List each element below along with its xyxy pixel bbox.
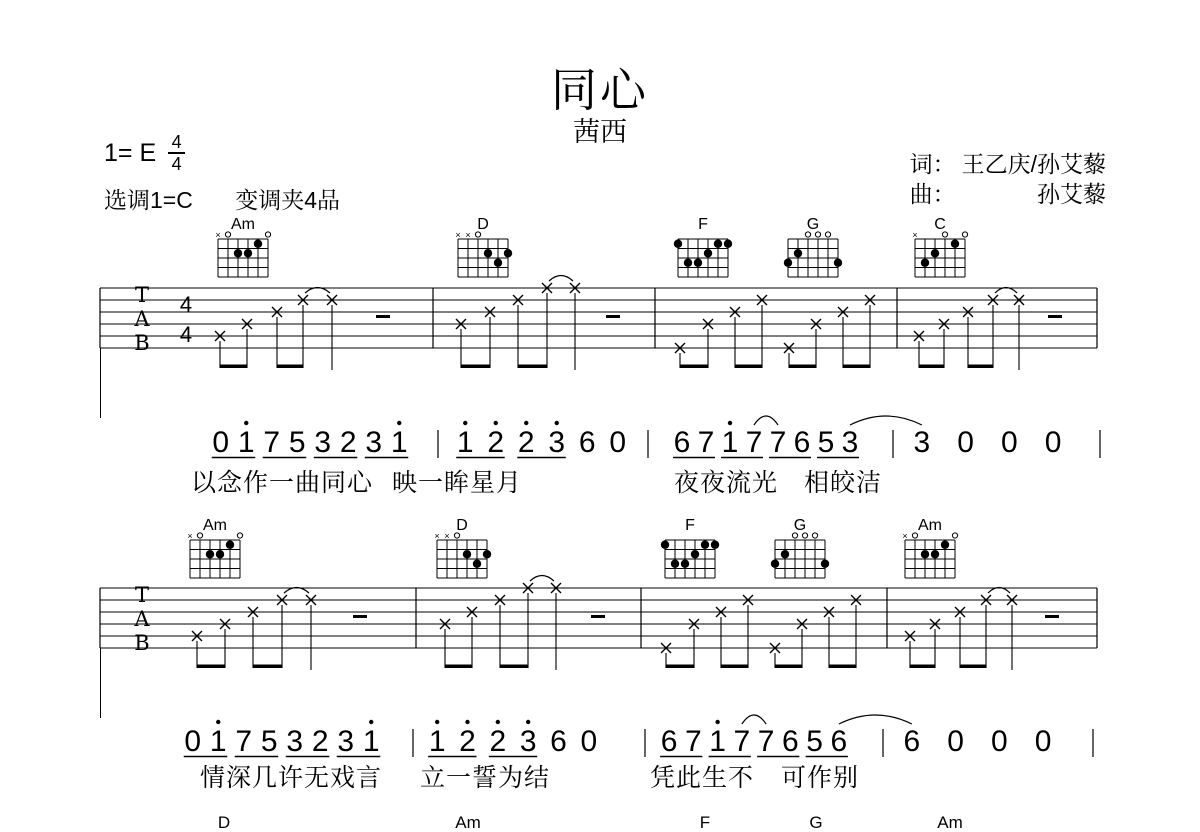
finger-dot bbox=[254, 240, 262, 248]
jianpu-note: 1 bbox=[428, 725, 446, 758]
jianpu-note: 1 bbox=[237, 426, 255, 459]
mute-marker-icon: × bbox=[215, 230, 221, 240]
octave-dot bbox=[465, 720, 469, 724]
jianpu-note: 0 bbox=[212, 426, 230, 459]
finger-dot bbox=[951, 240, 959, 248]
octave-dot bbox=[555, 421, 559, 425]
tie-arc bbox=[742, 715, 766, 724]
eighth-beam bbox=[960, 665, 987, 669]
tab-clef-letter: T bbox=[134, 283, 150, 307]
tuning-info: 选调1=C bbox=[104, 187, 193, 213]
octave-dot bbox=[397, 421, 401, 425]
finger-dot bbox=[921, 259, 929, 267]
open-marker-icon bbox=[912, 533, 917, 538]
finger-dot bbox=[244, 249, 252, 257]
finger-dot bbox=[504, 249, 512, 257]
lyricist-value: 王乙庆/孙艾藜 bbox=[961, 151, 1106, 177]
half-rest bbox=[1048, 315, 1062, 318]
half-rest bbox=[376, 315, 390, 318]
eighth-beam bbox=[253, 665, 283, 669]
eighth-beam bbox=[789, 365, 817, 369]
finger-dot bbox=[216, 550, 224, 558]
finger-dot bbox=[704, 249, 712, 257]
tab-staff bbox=[100, 276, 1097, 419]
staff-time-denominator: 4 bbox=[179, 322, 193, 347]
tab-measure bbox=[675, 295, 875, 368]
chord-name: G bbox=[793, 517, 807, 534]
staff-time-numerator: 4 bbox=[179, 292, 193, 317]
jianpu-note: 7 bbox=[733, 725, 751, 758]
finger-dot bbox=[781, 550, 789, 558]
jianpu-note: 0 bbox=[580, 725, 598, 758]
tab-clef-letter: A bbox=[134, 307, 150, 331]
tab-measure bbox=[440, 576, 605, 671]
tie-arc bbox=[850, 416, 922, 425]
time-numerator: 4 bbox=[171, 132, 182, 152]
lyrics-line bbox=[200, 764, 859, 792]
octave-dot bbox=[463, 421, 467, 425]
jianpu-note: 1 bbox=[390, 426, 408, 459]
finger-dot bbox=[684, 259, 692, 267]
finger-dot bbox=[226, 541, 234, 549]
open-marker-icon bbox=[237, 533, 242, 538]
octave-dot bbox=[369, 720, 373, 724]
jianpu-line bbox=[184, 715, 1093, 758]
tie-arc bbox=[530, 576, 554, 582]
octave-dot bbox=[728, 421, 732, 425]
jianpu-note: 3 bbox=[519, 725, 537, 758]
octave-dot bbox=[496, 720, 500, 724]
jianpu-note: 0 bbox=[1001, 426, 1018, 459]
eighth-beam bbox=[775, 665, 803, 669]
system-2 bbox=[100, 517, 1097, 792]
eighth-beam bbox=[680, 365, 709, 369]
octave-dot bbox=[244, 421, 248, 425]
open-marker-icon bbox=[962, 232, 967, 237]
jianpu-note: 0 bbox=[947, 725, 964, 758]
chord-label: Am bbox=[937, 813, 963, 832]
finger-dot bbox=[701, 541, 709, 549]
finger-dot bbox=[463, 550, 471, 558]
mute-marker-icon: × bbox=[902, 531, 908, 541]
tie-arc bbox=[839, 715, 912, 724]
jianpu-note: 3 bbox=[548, 426, 566, 459]
chord-label: F bbox=[699, 813, 711, 832]
song-title: 同心 bbox=[551, 64, 649, 116]
chord-name: D bbox=[456, 517, 468, 534]
chord-name: D bbox=[477, 216, 489, 233]
jianpu-note: 5 bbox=[260, 725, 278, 758]
jianpu-note: 6 bbox=[673, 426, 691, 459]
next-system-chord-labels bbox=[218, 813, 963, 832]
chord-name: F bbox=[698, 216, 708, 233]
lyrics-segment: 夜夜流光 bbox=[674, 469, 779, 497]
finger-dot bbox=[931, 249, 939, 257]
half-rest bbox=[1045, 615, 1059, 618]
open-marker-icon bbox=[825, 232, 830, 237]
jianpu-note: 3 bbox=[286, 725, 304, 758]
finger-dot bbox=[484, 249, 492, 257]
eighth-beam bbox=[666, 665, 695, 669]
tab-measure bbox=[456, 276, 620, 371]
open-marker-icon bbox=[225, 232, 230, 237]
tab-clef-letter: T bbox=[134, 583, 150, 607]
jianpu-note: 5 bbox=[817, 426, 835, 459]
lyrics-segment: 凭此生不 bbox=[650, 764, 755, 792]
jianpu-note: 7 bbox=[263, 426, 281, 459]
jianpu-note: 0 bbox=[609, 426, 627, 459]
eighth-beam bbox=[461, 365, 491, 369]
eighth-beam bbox=[500, 665, 529, 669]
jianpu-note: 6 bbox=[830, 725, 848, 758]
half-rest bbox=[353, 615, 367, 618]
eighth-beam bbox=[843, 365, 871, 369]
eighth-beam bbox=[518, 365, 548, 369]
finger-dot bbox=[921, 550, 929, 558]
system-1 bbox=[100, 216, 1100, 497]
finger-dot bbox=[784, 259, 792, 267]
mute-marker-icon: × bbox=[434, 531, 440, 541]
jianpu-note: 0 bbox=[991, 725, 1008, 758]
chord-diagram-F bbox=[661, 517, 719, 578]
finger-dot bbox=[483, 550, 491, 558]
chord-name: Am bbox=[918, 517, 942, 534]
tie-arc bbox=[754, 416, 778, 425]
jianpu-note: 0 bbox=[957, 426, 974, 459]
octave-dot bbox=[524, 421, 528, 425]
mute-marker-icon: × bbox=[455, 230, 461, 240]
lyrics-segment: 可作别 bbox=[781, 764, 860, 792]
jianpu-note: 2 bbox=[487, 426, 505, 459]
lyrics-segment: 情深几许无戏言 bbox=[200, 764, 383, 792]
jianpu-note: 2 bbox=[339, 426, 357, 459]
finger-dot bbox=[714, 240, 722, 248]
finger-dot bbox=[931, 550, 939, 558]
finger-dot bbox=[941, 541, 949, 549]
jianpu-note: 0 bbox=[184, 725, 202, 758]
jianpu-note: 6 bbox=[550, 725, 567, 758]
eighth-beam bbox=[910, 665, 936, 669]
jianpu-note: 7 bbox=[235, 725, 253, 758]
finger-dot bbox=[834, 259, 842, 267]
chord-label: G bbox=[809, 813, 823, 832]
chord-name: Am bbox=[231, 216, 255, 233]
mute-marker-icon: × bbox=[187, 531, 193, 541]
artist-name: 茜西 bbox=[573, 117, 627, 147]
jianpu-note: 2 bbox=[459, 725, 476, 758]
open-marker-icon bbox=[952, 533, 957, 538]
jianpu-note: 3 bbox=[913, 426, 931, 459]
jianpu-note: 6 bbox=[782, 725, 799, 758]
eighth-beam bbox=[197, 665, 226, 669]
tab-staff bbox=[100, 576, 1097, 719]
finger-dot bbox=[661, 541, 669, 549]
chord-name: F bbox=[685, 517, 695, 534]
capo-info: 变调夹4品 bbox=[235, 187, 341, 213]
jianpu-note: 3 bbox=[337, 725, 355, 758]
eighth-beam bbox=[721, 665, 749, 669]
jianpu-note: 0 bbox=[1044, 426, 1062, 459]
jianpu-note: 3 bbox=[841, 426, 859, 459]
jianpu-note: 1 bbox=[456, 426, 474, 459]
octave-dot bbox=[216, 720, 220, 724]
jianpu-note: 0 bbox=[1034, 725, 1052, 758]
open-marker-icon bbox=[812, 533, 817, 538]
lyrics-segment: 立一誓为结 bbox=[420, 764, 551, 792]
eighth-beam bbox=[220, 365, 248, 369]
open-marker-icon bbox=[265, 232, 270, 237]
finger-dot bbox=[681, 560, 689, 568]
octave-dot bbox=[435, 720, 439, 724]
octave-dot bbox=[494, 421, 498, 425]
finger-dot bbox=[234, 249, 242, 257]
finger-dot bbox=[724, 240, 732, 248]
chord-diagram-Am bbox=[187, 517, 242, 578]
eighth-beam bbox=[829, 665, 857, 669]
jianpu-note: 6 bbox=[660, 725, 678, 758]
finger-dot bbox=[473, 560, 481, 568]
chord-diagram-C bbox=[912, 216, 967, 277]
finger-dot bbox=[821, 560, 829, 568]
finger-dot bbox=[691, 550, 699, 558]
chord-name: Am bbox=[203, 517, 227, 534]
finger-dot bbox=[671, 560, 679, 568]
octave-dot bbox=[715, 720, 719, 724]
jianpu-note: 6 bbox=[793, 426, 811, 459]
tab-clef-letter: B bbox=[134, 631, 150, 655]
jianpu-note: 5 bbox=[806, 725, 823, 758]
tab-measure bbox=[661, 595, 861, 668]
chord-label: D bbox=[217, 813, 231, 832]
lyrics-line bbox=[191, 469, 882, 497]
tab-clef-letter: B bbox=[134, 331, 150, 355]
tab-clef-letter: A bbox=[134, 607, 150, 631]
half-rest bbox=[591, 615, 605, 618]
jianpu-note: 6 bbox=[903, 725, 921, 758]
jianpu-note: 3 bbox=[365, 426, 383, 459]
eighth-beam bbox=[445, 665, 473, 669]
tie-arc bbox=[549, 276, 573, 282]
open-marker-icon bbox=[197, 533, 202, 538]
jianpu-note: 2 bbox=[517, 426, 535, 459]
jianpu-note: 6 bbox=[578, 426, 596, 459]
chord-name: G bbox=[806, 216, 820, 233]
lyrics-segment: 以念作一曲同心 bbox=[191, 469, 374, 497]
chord-label: Am bbox=[455, 813, 481, 832]
octave-dot bbox=[526, 720, 530, 724]
mute-marker-icon: × bbox=[912, 230, 918, 240]
jianpu-note: 2 bbox=[311, 725, 329, 758]
finger-dot bbox=[206, 550, 214, 558]
mute-marker-icon: × bbox=[444, 531, 450, 541]
composer-label: 曲： bbox=[909, 181, 956, 208]
time-denominator: 4 bbox=[171, 154, 182, 174]
jianpu-note: 7 bbox=[685, 725, 702, 758]
key-signature: 1= E bbox=[104, 138, 157, 167]
jianpu-note: 3 bbox=[314, 426, 332, 459]
jianpu-note: 2 bbox=[489, 725, 507, 758]
mute-marker-icon: × bbox=[465, 230, 471, 240]
jianpu-note: 1 bbox=[709, 725, 726, 758]
lyrics-segment: 映一眸星月 bbox=[392, 469, 523, 497]
eighth-beam bbox=[277, 365, 304, 369]
chord-name: C bbox=[934, 216, 946, 233]
chord-diagram-G bbox=[771, 517, 829, 578]
chord-diagram-F bbox=[674, 216, 732, 277]
lyrics-segment: 相皎洁 bbox=[804, 469, 883, 497]
jianpu-note: 7 bbox=[745, 426, 763, 459]
eighth-beam bbox=[735, 365, 763, 369]
jianpu-note: 1 bbox=[209, 725, 227, 758]
eighth-beam bbox=[919, 365, 945, 369]
chord-diagram-Am bbox=[215, 216, 270, 277]
half-rest bbox=[606, 315, 620, 318]
jianpu-note: 5 bbox=[288, 426, 306, 459]
chord-diagram-Am bbox=[902, 517, 957, 578]
jianpu-line bbox=[212, 416, 1100, 459]
jianpu-note: 7 bbox=[757, 725, 775, 758]
jianpu-note: 1 bbox=[362, 725, 380, 758]
chord-diagram-G bbox=[784, 216, 842, 277]
eighth-beam bbox=[968, 365, 994, 369]
jianpu-note: 1 bbox=[721, 426, 739, 459]
finger-dot bbox=[674, 240, 682, 248]
finger-dot bbox=[711, 541, 719, 549]
finger-dot bbox=[771, 560, 779, 568]
lyricist-label: 词： bbox=[909, 151, 956, 177]
finger-dot bbox=[494, 259, 502, 267]
composer-value: 孙艾藜 bbox=[1037, 181, 1106, 208]
finger-dot bbox=[694, 259, 702, 267]
jianpu-note: 7 bbox=[769, 426, 787, 459]
chord-diagram-D bbox=[455, 216, 512, 277]
chord-diagram-D bbox=[434, 517, 491, 578]
finger-dot bbox=[794, 249, 802, 257]
jianpu-note: 7 bbox=[697, 426, 715, 459]
